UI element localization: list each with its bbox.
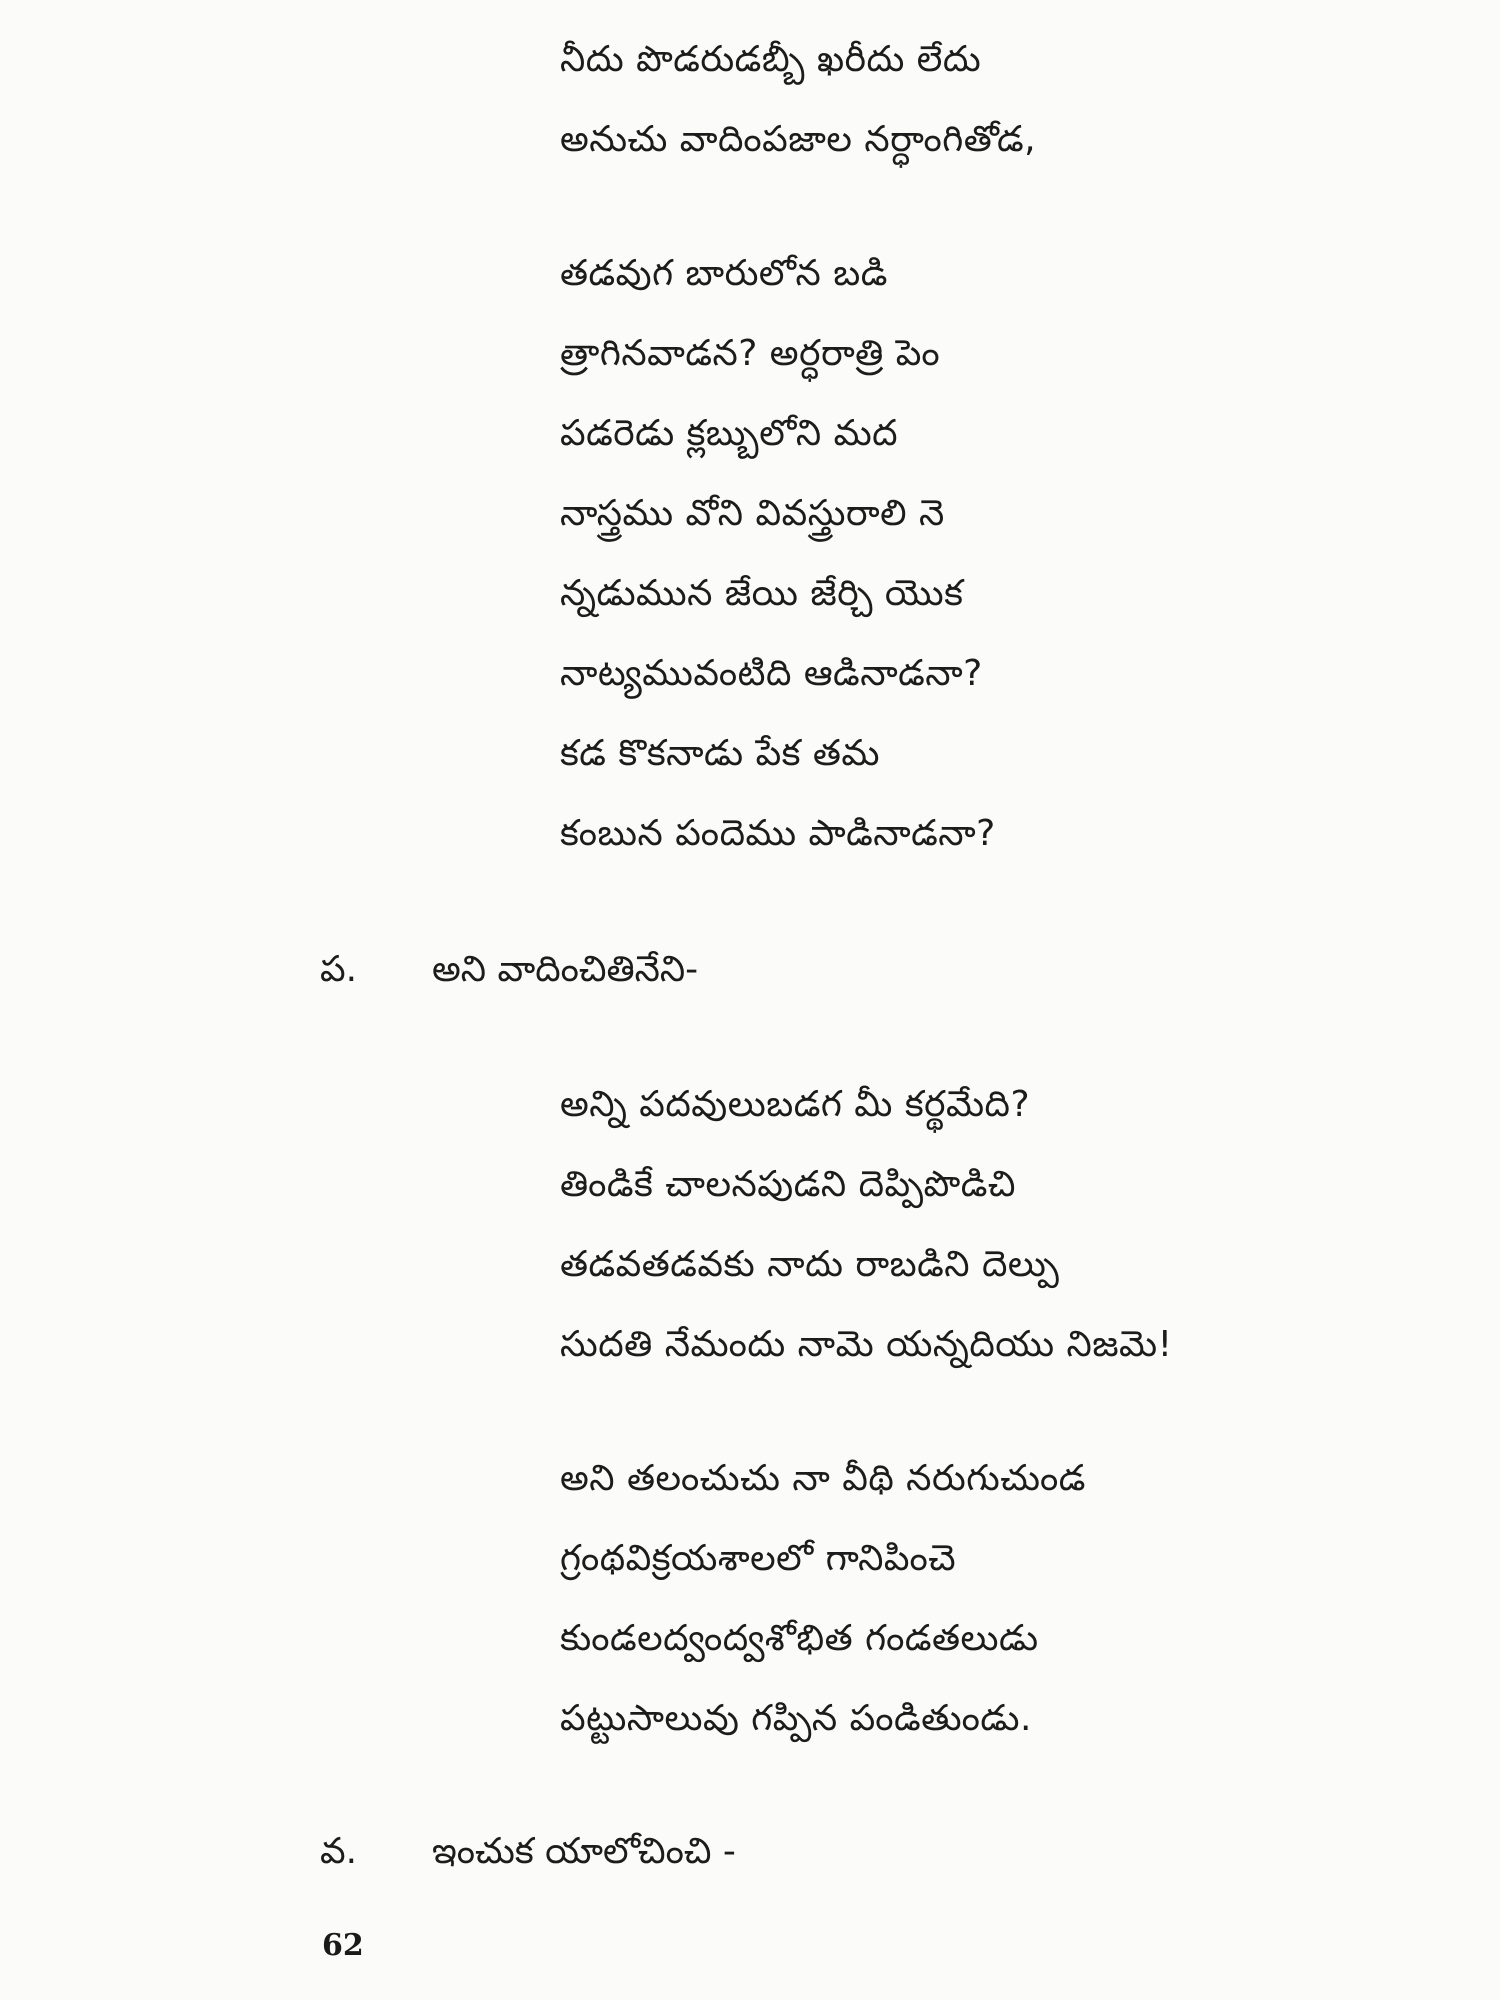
verse-line: అనుచు వాదింపజాల నర్ధాంగితోడ,: [560, 119, 1037, 160]
page-number: 62: [322, 1928, 364, 1963]
prose-text: అని వాదించితినేని-: [432, 949, 699, 990]
prose-marker: ప.: [320, 949, 358, 990]
verse-line: కడ కొకనాడు పేక తమ: [560, 733, 881, 774]
prose-text: ఇంచుక యాలోచించి -: [432, 1831, 736, 1872]
verse-line: తడవతడవకు నాదు రాబడిని దెల్పు: [560, 1244, 1060, 1285]
verse-line: తిండికే చాలనపుడని దెప్పిపొడిచి: [560, 1164, 1016, 1205]
verse-line: నాస్త్రము వోని వివస్త్రురాలి నె: [560, 493, 945, 534]
verse-line: తడవుగ బారులోన బడి: [560, 253, 888, 294]
verse-line: అన్ని పదవులుబడగ మీ కర్థమేది?: [560, 1084, 1031, 1125]
verse-line: గ్రంథవిక్రయశాలలో గానిపించె: [560, 1538, 957, 1579]
verse-line: అని తలంచుచు నా వీథి నరుగుచుండ: [560, 1458, 1086, 1499]
verse-line: త్రాగినవాడన? అర్ధరాత్రి పెం: [560, 333, 941, 374]
verse-line: సుదతి నేమందు నామె యన్నదియు నిజమె!: [560, 1324, 1173, 1365]
verse-line: కుండలద్వంద్వశోభిత గండతలుడు: [560, 1618, 1039, 1659]
verse-line: న్నడుమున జేయి జేర్చి యొక: [560, 573, 964, 614]
verse-line: నీదు పొడరుడబ్బీ ఖరీదు లేదు: [560, 39, 982, 80]
verse-line: పడరెడు క్లబ్బులోని మద: [560, 413, 899, 454]
verse-line: కంబున పందెము పాడినాడనా?: [560, 813, 996, 854]
verse-line: నాట్యమువంటిది ఆడినాడనా?: [560, 653, 983, 694]
verse-line: పట్టుసాలువు గప్పిన పండితుండు.: [560, 1698, 1032, 1739]
prose-marker: వ.: [320, 1831, 358, 1872]
